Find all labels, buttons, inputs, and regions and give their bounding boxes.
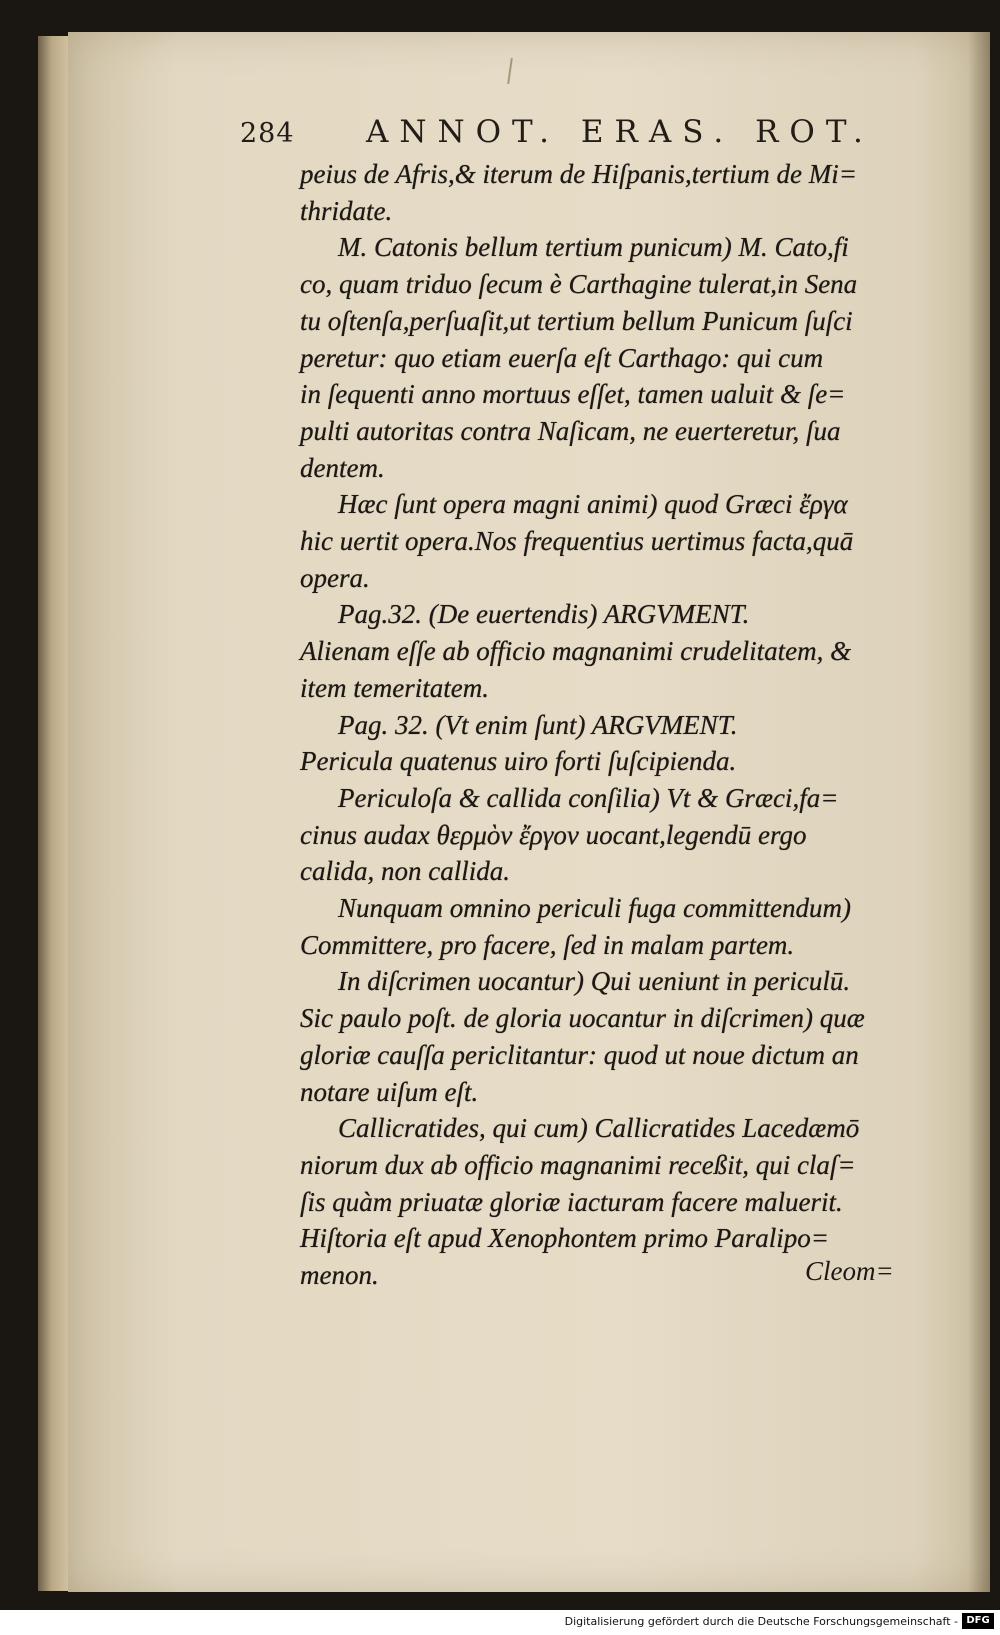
text-line: calida, non callida. [300,856,510,887]
page-spine-shadow [968,32,990,1592]
text-line: Hiſtoria eſt apud Xenophontem primo Paralipo= [300,1223,829,1254]
book-edge [38,36,72,1591]
funding-credit: Digitalisierung gefördert durch die Deutsche Forschungsgemeinschaft - [564,1615,958,1628]
text-line: hic uertit opera.Nos frequentius uertimus facta,quā [300,526,854,557]
text-line: tu oſtenſa,perſuaſit,ut tertium bellum Punicum ſuſci [300,305,853,336]
paragraph-lemma-line: Pag.32. (De euertendis) ARGVMENT. [338,599,750,630]
annotation-paragraph [300,229,900,486]
text-line: in ſequenti anno mortuus eſſet, tamen ualuit & ſe= [300,379,846,410]
annotation-text-block [300,156,900,1294]
paragraph-lemma-line: In diſcrimen uocantur) Qui ueniunt in periculū. [338,966,851,997]
text-line: ſis quàm priuatæ gloriæ iacturam facere maluerit. [300,1186,843,1217]
text-line: cinus audax θερμὸν ἔργον uocant,legendū ergo [300,819,807,850]
annotation-paragraph [300,596,900,706]
text-line: item temeritatem. [300,672,489,703]
dfg-logo-icon: DFG [962,1613,994,1629]
running-head-title: ANNOT. ERAS. ROT. [366,114,874,150]
text-line: menon. [300,1260,379,1291]
annotation-paragraph [300,486,900,596]
paragraph-lemma-line: peius de Afris,& iterum de Hiſpanis,tertium de Mi= [300,159,857,189]
paragraph-lemma-line: M. Catonis bellum tertium punicum) M. Cato,fi [338,232,849,263]
text-line: co, quam triduo ſecum è Carthagine tulerat,in Sena [300,269,858,300]
digitization-footer [0,1610,1000,1635]
text-line: gloriæ cauſſa periclitantur: quod ut noue dictum an [300,1039,859,1070]
paragraph-lemma-line: Periculoſa & callida conſilia) Vt & Græci,fa= [338,782,839,813]
annotation-paragraph [300,780,900,890]
text-line: pulti autoritas contra Naſicam, ne euerteretur, ſua [300,415,841,446]
text-line: Pericula quatenus uiro forti ſuſcipienda. [300,746,737,777]
text-line: niorum dux ab officio magnanimi receßit, qui claſ= [300,1149,856,1180]
annotation-paragraph [300,707,900,780]
paragraph-lemma-line: Pag. 32. (Vt enim ſunt) ARGVMENT. [338,709,738,740]
text-line: dentem. [300,452,385,483]
page-crease-mark [507,58,513,84]
running-head [240,112,880,156]
annotation-paragraph [300,890,900,963]
page-number: 284 [240,118,295,149]
paragraph-lemma-line: Callicratides, qui cum) Callicratides Lacedæmō [338,1113,860,1144]
annotation-paragraph [300,963,900,1110]
annotation-paragraph [300,156,900,229]
text-line: Committere, pro facere, ſed in malam partem. [300,929,795,960]
text-line: Alienam eſſe ab officio magnanimi crudelitatem, & [300,636,852,667]
text-line: opera. [300,562,370,593]
paragraph-lemma-line: Hæc ſunt opera magni animi) quod Græci ἔργα [338,489,848,520]
text-line: notare uiſum eſt. [300,1076,479,1107]
paragraph-lemma-line: Nunquam omnino periculi fuga committendum) [338,893,851,924]
text-line: peretur: quo etiam euerſa eſt Carthago: qui cum [300,342,824,373]
catchword: Cleom= [805,1256,894,1286]
text-line: thridate. [300,195,393,226]
text-line: Sic paulo poſt. de gloria uocantur in diſcrimen) quæ [300,1003,865,1034]
